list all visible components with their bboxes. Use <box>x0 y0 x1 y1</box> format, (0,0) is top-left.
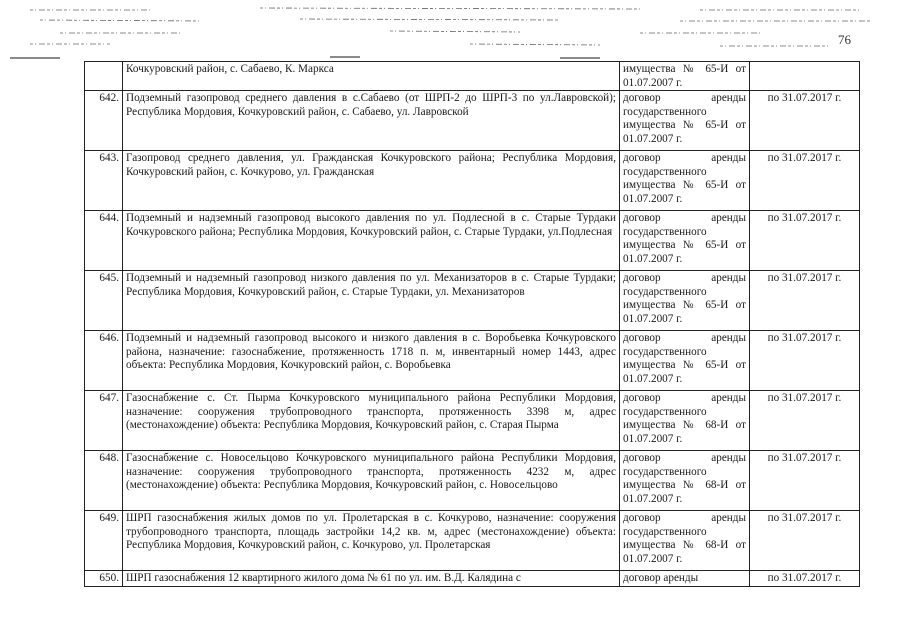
lease-basis: имущества № 65-И от 01.07.2007 г. <box>620 62 750 91</box>
lease-term: по 31.07.2017 г. <box>750 391 860 451</box>
lease-term: по 31.07.2017 г. <box>750 331 860 391</box>
object-description: Подземный и надземный газопровод высокого давления по ул. Подлесной в с. Старые Турдаки Кочкуровского района; Республика Мордовия, Кочкуровский район, с. Старые Турдаки, ул.Подлесная <box>123 211 620 271</box>
table-row <box>85 271 860 331</box>
object-description: Подземный и надземный газопровод высокого и низкого давления в с. Воробьевка Кочкуровского района, назначение: газоснабжение, протяженность 1718 п. м, инвентарный номер 1443, адрес объекта: Республика Мордовия, Кочкуровский район, с. Воробьевка <box>123 331 620 391</box>
lease-term: по 31.07.2017 г. <box>750 211 860 271</box>
row-number: 645. <box>85 271 123 331</box>
row-number <box>85 62 123 91</box>
lease-basis: договор аренды государственного имущества № 65-И от 01.07.2007 г. <box>620 151 750 211</box>
object-description: Газопровод среднего давления, ул. Гражданская Кочкуровского района; Республика Мордовия, Кочкуровский район, с. Кочкурово, ул. Гражданская <box>123 151 620 211</box>
lease-basis: договор аренды государственного имущества № 68-И от 01.07.2007 г. <box>620 511 750 571</box>
lease-basis: договор аренды <box>620 571 750 587</box>
row-number: 650. <box>85 571 123 587</box>
lease-term: по 31.07.2017 г. <box>750 151 860 211</box>
table-row <box>85 91 860 151</box>
scan-header-artifacts <box>0 0 905 60</box>
object-description: Газоснабжение с. Ст. Пырма Кочкуровского муниципального района Республики Мордовия, назначение: сооружения трубопроводного транспорта, протяженность 3398 м, адрес (местонахождение) объекта: Республика Мордовия, Кочкуровский район, с. Старая Пырма <box>123 391 620 451</box>
lease-term: по 31.07.2017 г. <box>750 271 860 331</box>
lease-term: по 31.07.2017 г. <box>750 511 860 571</box>
table-row <box>85 451 860 511</box>
row-number: 642. <box>85 91 123 151</box>
lease-term: по 31.07.2017 г. <box>750 571 860 587</box>
table-row <box>85 151 860 211</box>
lease-term <box>750 62 860 91</box>
object-description: Подземный и надземный газопровод низкого давления по ул. Механизаторов в с. Старые Турдаки; Республика Мордовия, Кочкуровский район, с. Старые Турдаки, ул. Механизаторов <box>123 271 620 331</box>
page-number: 76 <box>838 32 851 47</box>
object-description: ШРП газоснабжения 12 квартирного жилого дома № 61 по ул. им. В.Д. Калядина с <box>123 571 620 587</box>
row-number: 648. <box>85 451 123 511</box>
lease-basis: договор аренды государственного имущества № 65-И от 01.07.2007 г. <box>620 91 750 151</box>
lease-basis: договор аренды государственного имущества № 65-И от 01.07.2007 г. <box>620 211 750 271</box>
object-description: Кочкуровский район, с. Сабаево, К. Маркса <box>123 62 620 91</box>
row-number: 647. <box>85 391 123 451</box>
lease-basis: договор аренды государственного имущества № 68-И от 01.07.2007 г. <box>620 391 750 451</box>
object-description: Подземный газопровод среднего давления в с.Сабаево (от ШРП-2 до ШРП-3 по ул.Лавровской); Республика Мордовия, Кочкуровский район, с. Сабаево, ул. Лавровской <box>123 91 620 151</box>
table-row <box>85 62 860 91</box>
table-row <box>85 571 860 587</box>
table-row <box>85 211 860 271</box>
property-registry-table <box>84 61 860 587</box>
table-row <box>85 331 860 391</box>
row-number: 644. <box>85 211 123 271</box>
object-description: ШРП газоснабжения жилых домов по ул. Пролетарская в с. Кочкурово, назначение: сооружения трубопроводного транспорта, площадь застройки 14,2 кв. м, адрес (местонахождение) объекта: Республика Мордовия, Кочкуровский район, с. Кочкурово, ул. Пролетарская <box>123 511 620 571</box>
row-number: 649. <box>85 511 123 571</box>
lease-basis: договор аренды государственного имущества № 68-И от 01.07.2007 г. <box>620 451 750 511</box>
lease-basis: договор аренды государственного имущества № 65-И от 01.07.2007 г. <box>620 271 750 331</box>
row-number: 643. <box>85 151 123 211</box>
lease-term: по 31.07.2017 г. <box>750 91 860 151</box>
table-row <box>85 391 860 451</box>
row-number: 646. <box>85 331 123 391</box>
lease-term: по 31.07.2017 г. <box>750 451 860 511</box>
table-row <box>85 511 860 571</box>
object-description: Газоснабжение с. Новосельцово Кочкуровского муниципального района Республики Мордовия, назначение: сооружения трубопроводного транспорта, протяженность 4232 м, адрес (местонахождение) объекта: Республика Мордовия, Кочкуровский район, с. Новосельцово <box>123 451 620 511</box>
lease-basis: договор аренды государственного имущества № 65-И от 01.07.2007 г. <box>620 331 750 391</box>
